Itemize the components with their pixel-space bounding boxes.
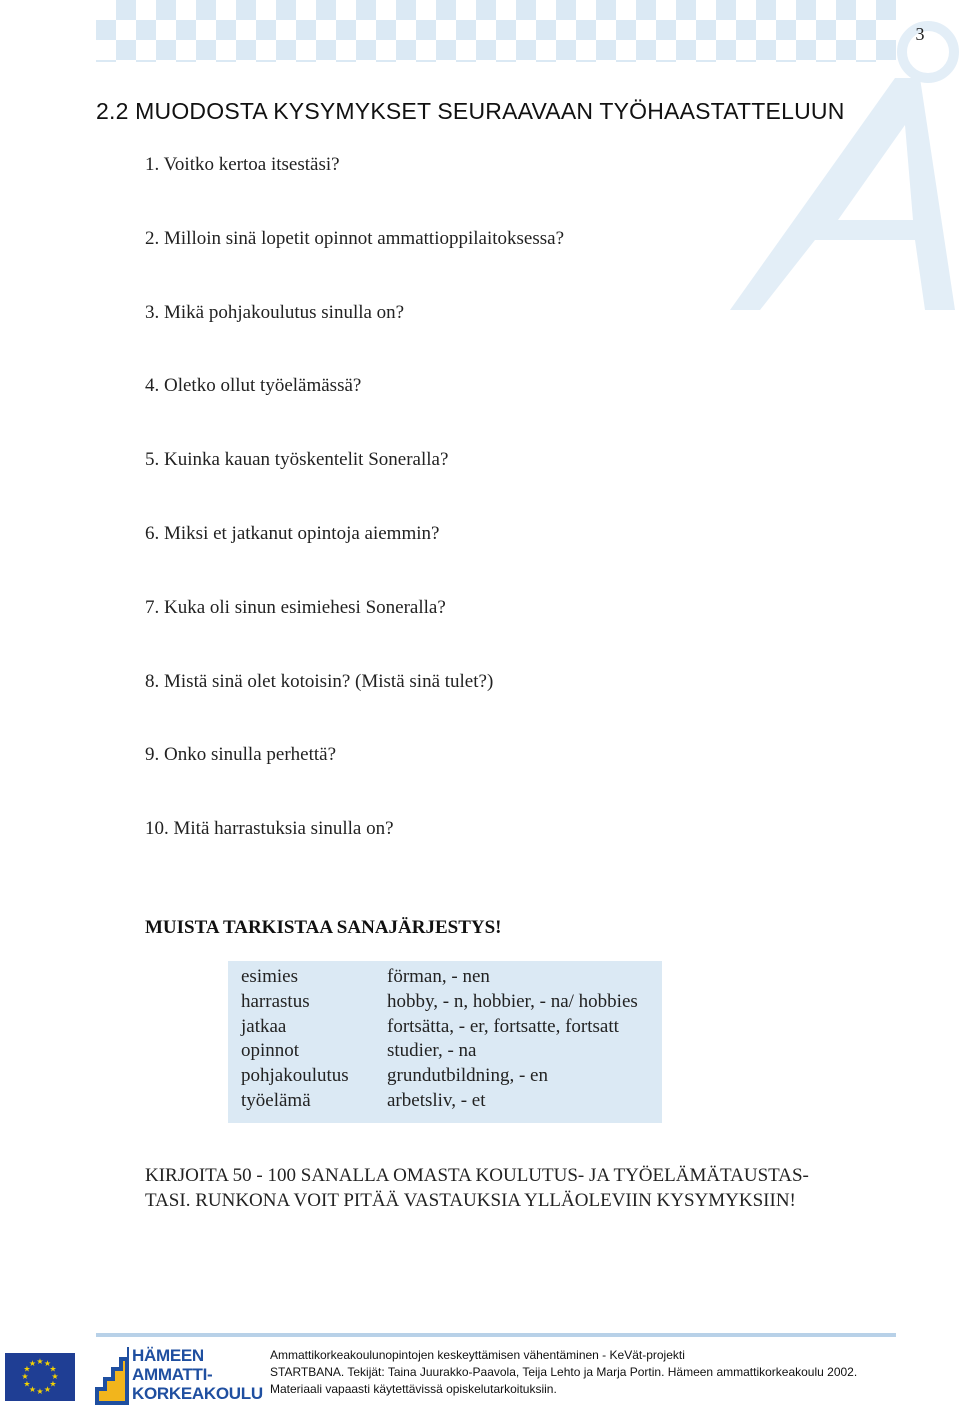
swedish-translation: grundutbildning, - en (387, 1065, 548, 1086)
writing-task (145, 1163, 885, 1213)
footer-divider (96, 1333, 896, 1337)
finnish-word: pohjakoulutus (241, 1065, 349, 1086)
swedish-translation: arbetsliv, - et (387, 1090, 486, 1111)
question-item: 2. Milloin sinä lopetit opinnot ammattioppilaitoksessa? (145, 227, 565, 249)
svg-text:★: ★ (49, 1364, 57, 1374)
svg-text:★: ★ (43, 1359, 52, 1368)
swedish-translation: förman, - nen (387, 966, 490, 987)
question-item: 9. Onko sinulla perhettä? (145, 744, 337, 766)
swedish-translation: studier, - na (387, 1040, 477, 1061)
svg-text:★: ★ (36, 1387, 44, 1396)
word-order-reminder: MUISTA TARKISTAA SANAJÄRJESTYS! (145, 917, 502, 938)
footer-line: Ammattikorkeakoulunopintojen keskeyttämisen vähentäminen - KeVät-projekti (270, 1348, 685, 1362)
question-item: 8. Mistä sinä olet kotoisin? (Mistä sinä tulet?) (145, 670, 494, 692)
vocabulary-box (228, 961, 662, 1123)
svg-text:★: ★ (28, 1385, 37, 1394)
svg-text:★: ★ (43, 1385, 52, 1394)
svg-text:★: ★ (49, 1379, 57, 1389)
question-item: 5. Kuinka kauan työskentelit Soneralla? (145, 449, 449, 471)
eu-flag-logo (5, 1353, 75, 1401)
swedish-translation: fortsätta, - er, fortsatte, fortsatt (387, 1016, 619, 1037)
finnish-word: opinnot (241, 1040, 300, 1061)
finnish-word: työelämä (241, 1090, 311, 1111)
question-item: 10. Mitä harrastuksia sinulla on? (145, 818, 394, 840)
logo-line: HÄMEEN (132, 1346, 204, 1365)
question-item: 6. Miksi et jatkanut opintoja aiemmin? (145, 522, 440, 544)
swedish-translation: hobby, - n, hobbier, - na/ hobbies (387, 991, 638, 1012)
question-item: 3. Mikä pohjakoulutus sinulla on? (145, 301, 405, 323)
question-item: 1. Voitko kertoa itsestäsi? (145, 154, 340, 175)
hamk-logo-text (132, 1346, 263, 1403)
svg-text:★: ★ (36, 1357, 44, 1366)
logo-line: KORKEAKOULU (132, 1384, 263, 1403)
svg-text:★: ★ (21, 1372, 29, 1381)
question-item: 4. Oletko ollut työelämässä? (145, 375, 362, 397)
svg-text:★: ★ (28, 1359, 37, 1368)
footer-line: STARTBANA. Tekijät: Taina Juurakko-Paavola, Teija Lehto ja Marja Portin. Hämeen ammattikorkeakoulu 2002. (270, 1365, 858, 1379)
question-item: 7. Kuka oli sinun esimiehesi Soneralla? (145, 596, 446, 618)
letter-a-ring-watermark (720, 20, 960, 320)
logo-line: AMMATTI- (132, 1365, 213, 1384)
section-heading: 2.2 MUODOSTA KYSYMYKSET SEURAAVAAN TYÖHAASTATTELUUN (96, 98, 845, 124)
writing-task-line: TASI. RUNKONA VOIT PITÄÄ VASTAUKSIA YLLÄOLEVIIN KYSYMYKSIIN! (145, 1190, 796, 1211)
footer-credits (270, 1347, 950, 1398)
finnish-word: harrastus (241, 991, 310, 1012)
svg-text:★: ★ (23, 1379, 31, 1389)
question-list (145, 153, 564, 891)
svg-text:★: ★ (51, 1372, 59, 1381)
page-number: 3 (915, 23, 925, 44)
footer-line: Materiaali vapaasti käytettävissä opiskelutarkoituksiin. (270, 1382, 557, 1396)
finnish-word: jatkaa (241, 1016, 287, 1037)
finnish-word: esimies (241, 966, 298, 987)
writing-task-line: KIRJOITA 50 - 100 SANALLA OMASTA KOULUTUS- JA TYÖELÄMÄTAUSTAS- (145, 1165, 809, 1186)
svg-text:★: ★ (23, 1364, 31, 1374)
eu-stars-icon (5, 1353, 75, 1401)
